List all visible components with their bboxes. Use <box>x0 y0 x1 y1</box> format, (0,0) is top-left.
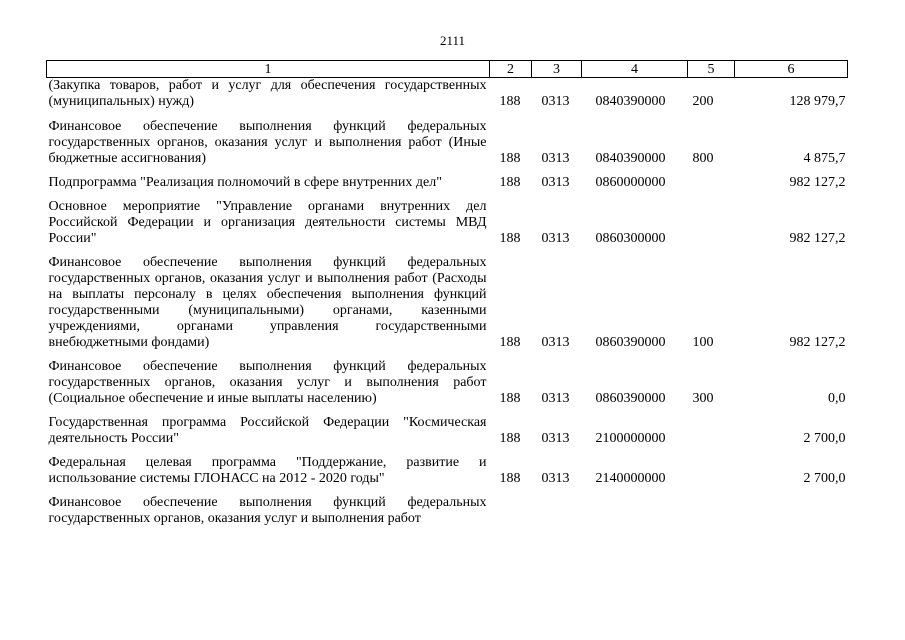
row-ministry-code <box>490 495 532 527</box>
row-amount <box>735 495 848 527</box>
row-target-code: 0860000000 <box>595 175 666 190</box>
row-section-code: 0313 <box>541 471 570 486</box>
row-target-code: 0860300000 <box>595 231 666 246</box>
row-expense-type <box>688 175 735 199</box>
row-section-code: 0313 <box>541 151 570 166</box>
row-description: Финансовое обеспечение выполнения функций федеральных государственных органов, оказания услуг и выполнения работ (Расходы на выплаты персоналу в целях обеспечения выполнения функций государственными (муниципальными) органами, казенными учреждениями, органами управления государственными внебюджетными фондами) <box>48 255 487 350</box>
row-ministry-code: 188 <box>499 94 521 109</box>
table-row <box>47 119 848 175</box>
row-amount: 982 127,2 <box>789 231 846 246</box>
row-target-code: 0860390000 <box>595 391 666 406</box>
row-section-code: 0313 <box>541 175 570 190</box>
header-col-3: 3 <box>532 61 582 78</box>
row-target-code: 0840390000 <box>595 94 666 109</box>
budget-table <box>46 60 848 527</box>
row-ministry-code: 188 <box>499 175 521 190</box>
row-expense-type <box>688 415 735 455</box>
row-amount: 982 127,2 <box>789 175 846 190</box>
row-section-code: 0313 <box>541 231 570 246</box>
row-target-code: 2100000000 <box>595 431 666 446</box>
table-row <box>47 495 848 527</box>
row-expense-type <box>688 455 735 495</box>
table-row <box>47 359 848 415</box>
header-col-1: 1 <box>47 61 490 78</box>
table-row <box>47 175 848 199</box>
row-section-code: 0313 <box>541 431 570 446</box>
table-row <box>47 199 848 255</box>
row-expense-type: 200 <box>692 94 714 109</box>
row-amount: 4 875,7 <box>803 151 846 166</box>
row-expense-type <box>688 199 735 255</box>
row-expense-type: 300 <box>692 391 714 406</box>
row-ministry-code: 188 <box>499 231 521 246</box>
row-amount: 2 700,0 <box>803 431 846 446</box>
header-row <box>47 61 848 78</box>
row-ministry-code: 188 <box>499 391 521 406</box>
row-description: Финансовое обеспечение выполнения функций федеральных государственных органов, оказания услуг и выполнения работ <box>48 495 487 526</box>
header-col-5: 5 <box>688 61 735 78</box>
row-amount: 982 127,2 <box>789 335 846 350</box>
row-amount: 2 700,0 <box>803 471 846 486</box>
row-section-code <box>532 495 582 527</box>
row-description: Основное мероприятие "Управление органами внутренних дел Российской Федерации и организация деятельности системы МВД России" <box>48 199 487 246</box>
table-row <box>47 78 848 120</box>
row-description: Подпрограмма "Реализация полномочий в сфере внутренних дел" <box>48 175 442 190</box>
row-description: (Закупка товаров, работ и услуг для обеспечения государственных (муниципальных) нужд) <box>48 78 487 109</box>
row-expense-type: 800 <box>692 151 714 166</box>
row-amount: 0,0 <box>828 391 846 406</box>
row-section-code: 0313 <box>541 335 570 350</box>
page-number: 2111 <box>439 33 466 48</box>
row-expense-type: 100 <box>692 335 714 350</box>
header-col-2: 2 <box>490 61 532 78</box>
header-col-4: 4 <box>582 61 688 78</box>
row-description: Государственная программа Российской Федерации "Космическая деятельность России" <box>48 415 487 446</box>
row-target-code <box>582 495 688 527</box>
row-section-code: 0313 <box>541 391 570 406</box>
row-ministry-code: 188 <box>499 431 521 446</box>
row-ministry-code: 188 <box>499 151 521 166</box>
row-description: Федеральная целевая программа "Поддержание, развитие и использование системы ГЛОНАСС на 2012 - 2020 годы" <box>48 455 487 486</box>
row-amount: 128 979,7 <box>789 94 846 109</box>
row-expense-type <box>688 495 735 527</box>
row-ministry-code: 188 <box>499 335 521 350</box>
header-col-6: 6 <box>735 61 848 78</box>
row-target-code: 0860390000 <box>595 335 666 350</box>
table-row <box>47 455 848 495</box>
row-description: Финансовое обеспечение выполнения функций федеральных государственных органов, оказания услуг и выполнения работ (Социальное обеспечение и иные выплаты населению) <box>48 359 487 406</box>
row-section-code: 0313 <box>541 94 570 109</box>
row-target-code: 0840390000 <box>595 151 666 166</box>
row-target-code: 2140000000 <box>595 471 666 486</box>
row-description: Финансовое обеспечение выполнения функций федеральных государственных органов, оказания услуг и выполнения работ (Иные бюджетные ассигнования) <box>48 119 487 166</box>
table-row <box>47 415 848 455</box>
row-ministry-code: 188 <box>499 471 521 486</box>
table-row <box>47 255 848 359</box>
